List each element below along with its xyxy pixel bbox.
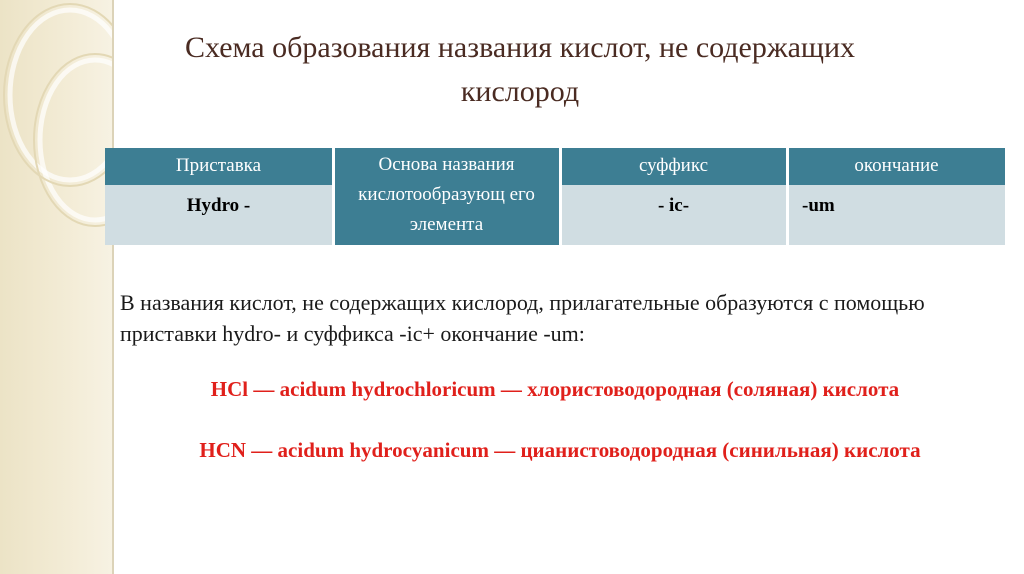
column-divider [786, 148, 789, 245]
explanation-paragraph: В названия кислот, не содержащих кислород, прилагательные образуются с помощью приставки hydro- и суффикса -ic+ окончание -um: [120, 290, 925, 346]
slide-title: Схема образования названия кислот, не содержащих кислород [184, 31, 856, 108]
column-divider [332, 148, 335, 245]
naming-scheme-table [105, 148, 1005, 245]
decorative-side-panel [0, 0, 113, 574]
rings-decoration-icon [0, 0, 113, 574]
side-panel-edge [112, 0, 114, 574]
header-suffix: суффикс [561, 148, 786, 185]
header-stem: Основа названия кислотообразующ его элемента [334, 148, 559, 245]
example-hcl: HCl — acidum hydrochloricum — хлористоводородная (соляная) кислота [210, 377, 900, 401]
column-divider [559, 148, 562, 245]
example-hcn: HCN — acidum hydrocyanicum — цианистоводородная (синильная) кислота [199, 438, 921, 462]
cell-suffix-value: - ic- [561, 185, 786, 245]
header-prefix: Приставка [105, 148, 332, 185]
cell-ending-value: -um [788, 185, 1005, 245]
cell-prefix-value: Hydro - [105, 185, 332, 245]
header-ending: окончание [788, 148, 1005, 185]
